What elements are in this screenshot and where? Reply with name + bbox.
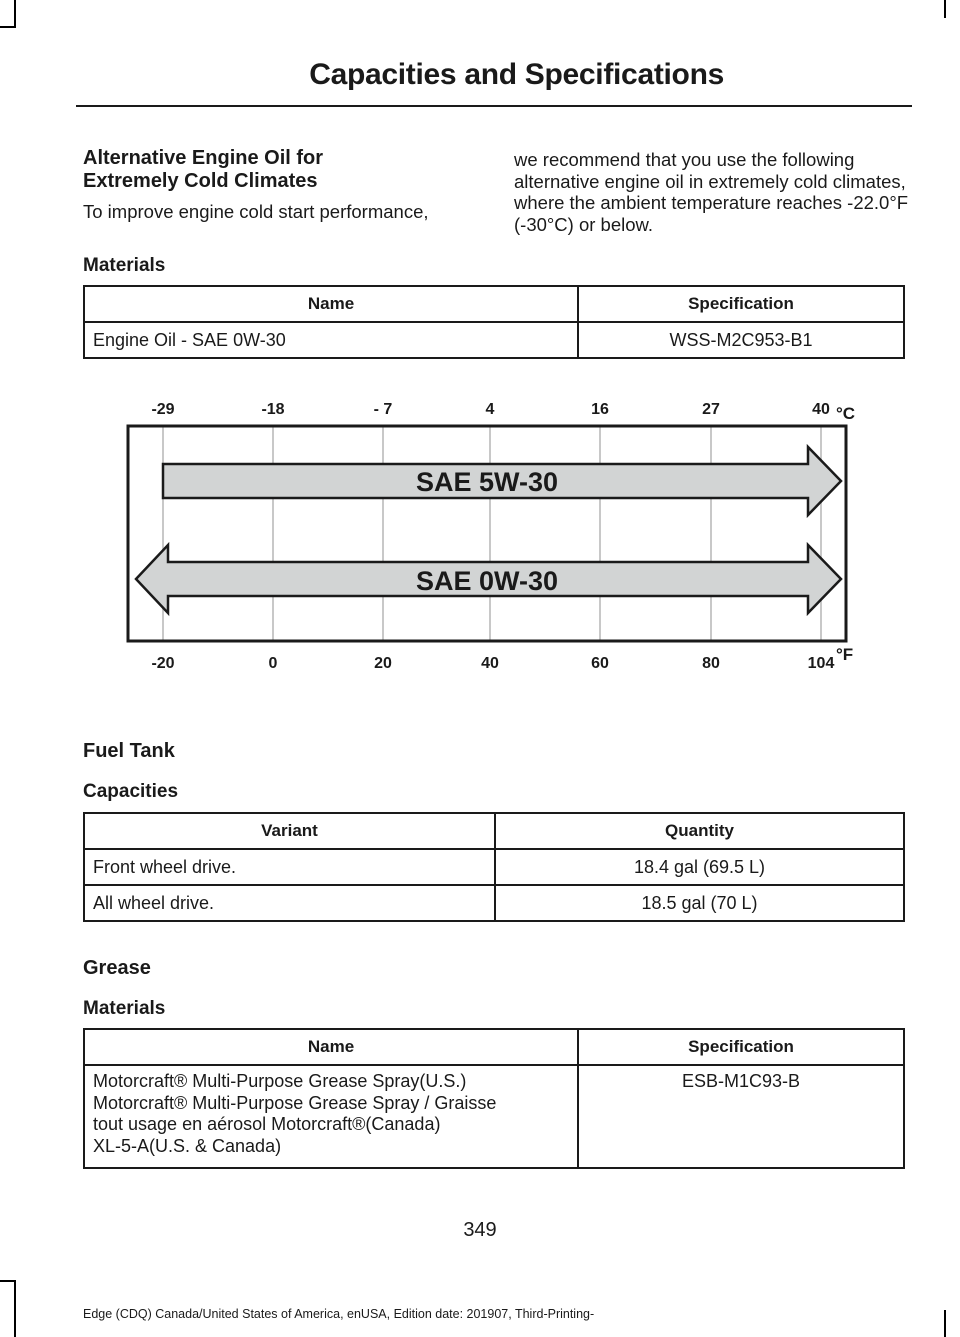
celsius-tick-label: 27 — [702, 401, 720, 418]
celsius-tick-label: 40 — [812, 401, 830, 418]
fahrenheit-unit: °F — [836, 645, 854, 664]
column-header: Name — [84, 286, 578, 322]
table-row — [84, 849, 904, 885]
grease-materials-label: Materials — [83, 998, 166, 1019]
fahrenheit-tick-label: 40 — [481, 655, 499, 672]
crop-mark — [14, 0, 16, 28]
capacities-label: Capacities — [83, 781, 179, 802]
table-row — [84, 885, 904, 921]
grease-heading: Grease — [83, 957, 151, 979]
table-header-row — [84, 813, 904, 849]
fahrenheit-tick-label: 60 — [591, 655, 609, 672]
range-label-0w30: SAE 0W-30 — [415, 566, 559, 596]
materials-label: Materials — [83, 255, 166, 276]
edition-footer: Edge (CDQ) Canada/United States of America, enUSA, Edition date: 201907, Third-Printing- — [83, 1307, 595, 1321]
chart-frame — [128, 426, 846, 641]
alt-oil-intro-right: we recommend that you use the following alternative engine oil in extremely cold climates, where the ambient temperature reaches -22.0°F (-30°C) or below. — [514, 149, 909, 235]
celsius-tick-label: 4 — [485, 401, 495, 418]
fahrenheit-tick-label: 80 — [702, 655, 720, 672]
fahrenheit-tick-label: 20 — [374, 655, 392, 672]
title-divider — [76, 105, 912, 107]
table-row — [84, 322, 904, 358]
table-cell: WSS-M2C953-B1 — [578, 322, 904, 358]
grease-name-line: tout usage en aérosol Motorcraft®(Canada) — [93, 1114, 441, 1134]
table-cell: All wheel drive. — [84, 885, 495, 921]
grease-name-line: Motorcraft® Multi-Purpose Grease Spray(U.S.) — [93, 1071, 467, 1091]
celsius-tick-label: - 7 — [373, 401, 393, 418]
celsius-tick-label: 16 — [591, 401, 609, 418]
page-number: 349 — [463, 1219, 497, 1241]
alt-oil-intro-left: To improve engine cold start performance, — [83, 201, 429, 222]
fahrenheit-tick-label: 104 — [807, 655, 835, 672]
celsius-unit: °C — [836, 404, 856, 423]
table-cell — [84, 1065, 578, 1168]
table-cell: 18.4 gal (69.5 L) — [495, 849, 904, 885]
grease-name-line: Motorcraft® Multi-Purpose Grease Spray / Graisse — [93, 1092, 497, 1113]
crop-mark — [944, 0, 946, 18]
table-cell: ESB-M1C93-B — [578, 1065, 904, 1168]
table-cell: 18.5 gal (70 L) — [495, 885, 904, 921]
grease-name-line: XL-5-A(U.S. & Canada) — [93, 1135, 282, 1156]
column-header: Name — [84, 1029, 578, 1065]
celsius-tick-label: -29 — [151, 401, 175, 418]
crop-mark — [944, 1310, 946, 1337]
page-title: Capacities and Specifications — [309, 58, 724, 91]
table-header-row — [84, 286, 904, 322]
column-header: Specification — [578, 1029, 904, 1065]
table-header-row — [84, 1029, 904, 1065]
alt-oil-heading: Alternative Engine Oil for Extremely Cold Climates — [83, 147, 324, 192]
table-cell: Front wheel drive. — [84, 849, 495, 885]
crop-mark — [0, 1280, 16, 1282]
range-label-5w30: SAE 5W-30 — [415, 467, 559, 497]
fahrenheit-tick-label: -20 — [151, 655, 175, 672]
grease-table — [83, 1028, 905, 1169]
fuel-tank-table — [83, 812, 905, 922]
crop-mark — [14, 1280, 16, 1337]
column-header: Variant — [84, 813, 495, 849]
celsius-tick-label: -18 — [261, 401, 285, 418]
column-header: Specification — [578, 286, 904, 322]
fahrenheit-tick-label: 0 — [268, 655, 278, 672]
table-row — [84, 1065, 904, 1168]
fuel-tank-heading: Fuel Tank — [83, 740, 175, 762]
column-header: Quantity — [495, 813, 904, 849]
oil-temperature-chart — [110, 385, 870, 685]
engine-oil-table — [83, 285, 905, 359]
crop-mark — [0, 26, 16, 28]
table-cell: Engine Oil - SAE 0W-30 — [84, 322, 578, 358]
